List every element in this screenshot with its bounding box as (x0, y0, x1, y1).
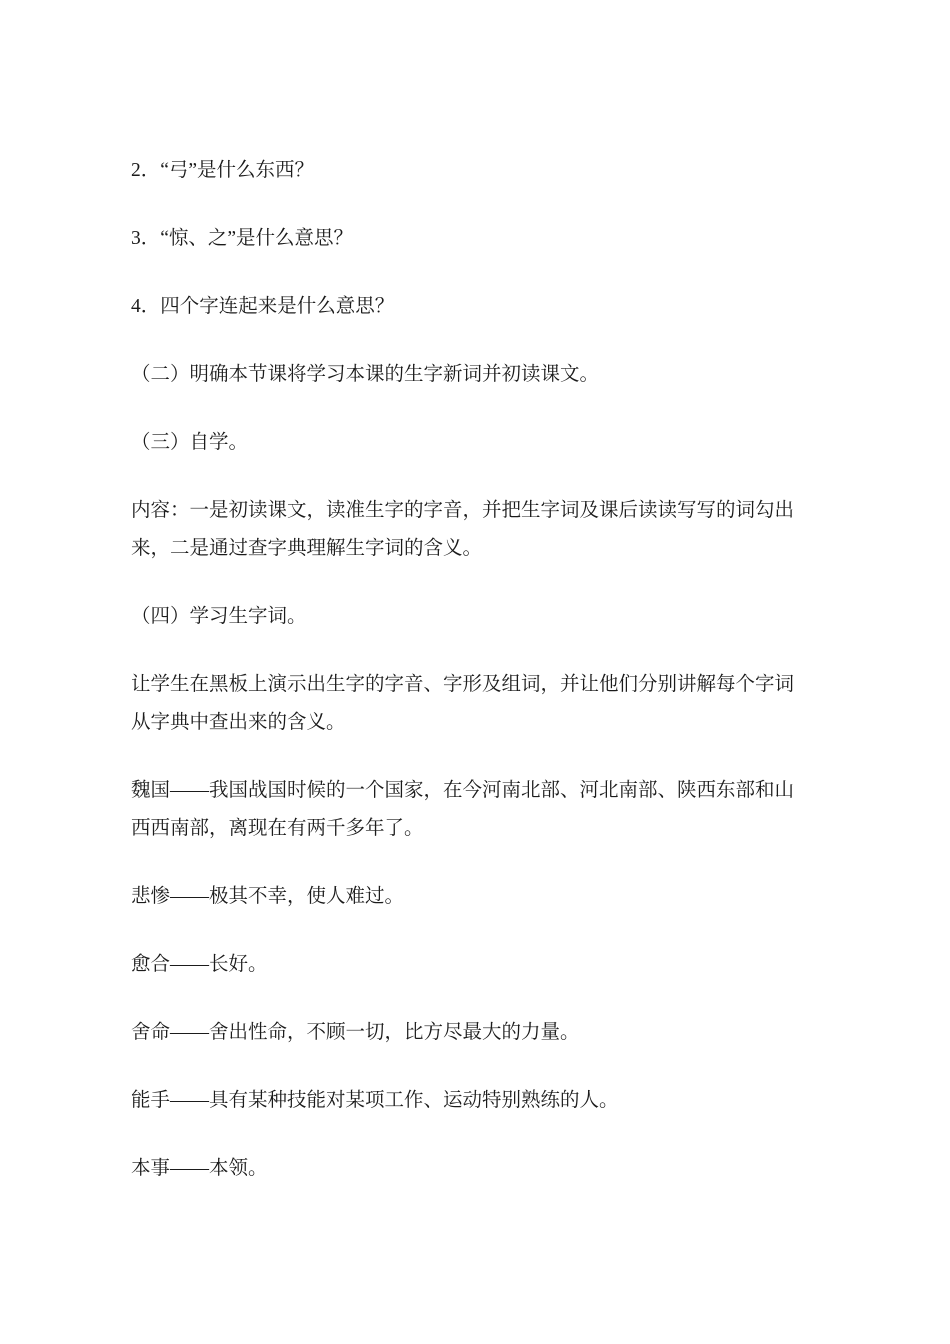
definition-nengshou (131, 1082, 824, 1120)
text-line: 3．“惊、之”是什么意思？ (131, 228, 354, 249)
section-heading-3 (131, 424, 824, 462)
text-line: 4．四个字连起来是什么意思？ (131, 296, 395, 317)
text-line: 来，二是通过查字典理解生字词的含义。 (131, 538, 483, 559)
paragraph-list (131, 152, 824, 1188)
question-item-4 (131, 288, 824, 326)
text-line: 能手——具有某种技能对某项工作、运动特别熟练的人。 (131, 1090, 619, 1111)
text-line: （四）学习生字词。 (131, 606, 307, 627)
section-heading-2 (131, 356, 824, 394)
definition-beican (131, 878, 824, 916)
text-line: 2．“弓”是什么东西？ (131, 160, 315, 181)
question-item-3 (131, 220, 824, 258)
text-line: 舍命——舍出性命，不顾一切，比方尽最大的力量。 (131, 1022, 580, 1043)
text-line: 西西南部，离现在有两千多年了。 (131, 818, 424, 839)
question-item-2 (131, 152, 824, 190)
text-line: 悲惨——极其不幸，使人难过。 (131, 886, 405, 907)
definition-yuhe (131, 946, 824, 984)
definition-benshi (131, 1150, 824, 1188)
text-line: 愈合——长好。 (131, 954, 268, 975)
text-line: 魏国——我国战国时候的一个国家，在今河南北部、河北南部、陕西东部和山 (131, 780, 795, 801)
text-line: 让学生在黑板上演示出生字的字音、字形及组词，并让他们分别讲解每个字词 (131, 674, 795, 695)
definition-sheming (131, 1014, 824, 1052)
definition-weiguo (131, 772, 824, 848)
section-heading-4 (131, 598, 824, 636)
text-line: 内容：一是初读课文，读准生字的字音，并把生字词及课后读读写写的词勾出 (131, 500, 795, 521)
text-line: （二）明确本节课将学习本课的生字新词并初读课文。 (131, 364, 600, 385)
text-line: （三）自学。 (131, 432, 249, 453)
text-line: 本事——本领。 (131, 1158, 268, 1179)
teaching-instruction (131, 666, 824, 742)
self-study-content (131, 492, 824, 568)
text-line: 从字典中查出来的含义。 (131, 712, 346, 733)
